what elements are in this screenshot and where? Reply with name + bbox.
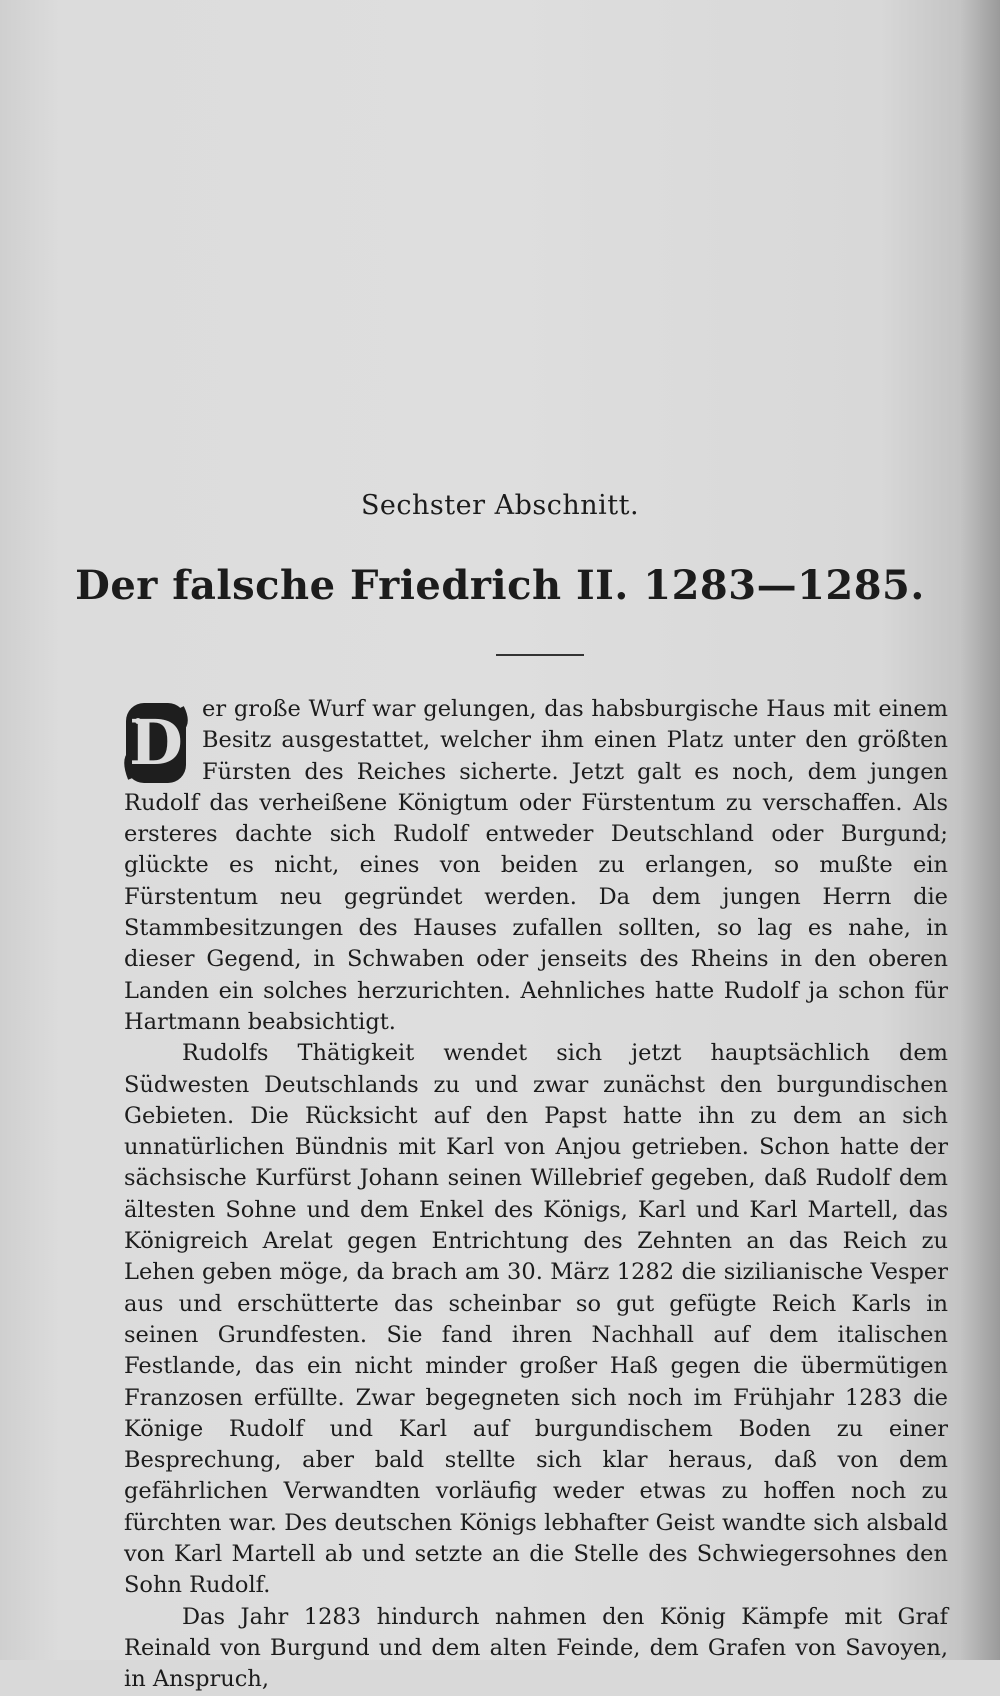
body-text bbox=[124, 694, 948, 1696]
drop-cap-ornament bbox=[124, 699, 188, 787]
paragraph-3: Das Jahr 1283 hindurch nahmen den König Kämpfe mit Graf Reinald von Burgund und dem alten Feinde, dem Grafen von Savoyen, in Anspruch, bbox=[124, 1603, 948, 1693]
section-heading: Sechster Abschnitt. bbox=[360, 490, 640, 521]
chapter-title: Der falsche Friedrich II. 1283—1285. bbox=[75, 562, 925, 609]
paragraph-2: Rudolfs Thätigkeit wendet sich jetzt hauptsächlich dem Südwesten Deutschlands zu und zwar zunächst den burgundischen Gebieten. Die Rücksicht auf den Papst hatte ihn zu dem an sich unnatürlichen Bündnis mit Karl von Anjou getrieben. Schon hatte der sächsische Kurfürst Johann seinen Willebrief gegeben, daß Rudolf dem ältesten Sohne und dem Enkel des Königs, Karl und Karl Martell, das Königreich Arelat gegen Entrichtung des Zehnten an das Reich zu Lehen geben möge, da brach am 30. März 1282 die sizilianische Vesper aus und erschütterte das scheinbar so gut gefügte Reich Karls in seinen Grundfesten. Sie fand ihren Nachhall auf dem italischen Festlande, das ein nicht minder großer Haß gegen die übermütigen Franzosen erfüllte. Zwar begegneten sich noch im Frühjahr 1283 die Könige Rudolf und Karl auf burgundischem Boden zu einer Besprechung, aber bald stellte sich klar heraus, daß von dem gefährlichen Verwandten vorläufig weder etwas zu hoffen noch zu fürchten war. Des deutschen Königs lebhafter Geist wandte sich alsbald von Karl Martell ab und setzte an die Stelle des Schwiegersohnes den Sohn Rudolf. bbox=[124, 1040, 948, 1599]
paragraph-1 bbox=[124, 694, 948, 1038]
paragraph-1-text: er große Wurf war gelungen, das habsburgische Haus mit einem Besitz ausgestattet, welcher ihm einen Platz unter den größten Fürsten des Reiches sicherte. Jetzt galt es noch, dem jungen Rudolf das verheißene Königtum oder Fürstentum zu verschaffen. Als ersteres dachte sich Rudolf entweder Deutschland oder Burgund; glückte es nicht, eines von beiden zu erlangen, so mußte ein Fürstentum neu gegründet werden. Da dem jungen Herrn die Stammbesitzungen des Hauses zufallen sollten, so lag es nahe, in dieser Gegend, in Schwaben oder jenseits des Rheins in den oberen Landen ein solches herzurichten. Aehnliches hatte Rudolf ja schon für Hartmann beabsichtigt. bbox=[124, 696, 948, 1035]
title-divider bbox=[496, 654, 584, 656]
drop-cap-letter: D bbox=[129, 706, 183, 779]
